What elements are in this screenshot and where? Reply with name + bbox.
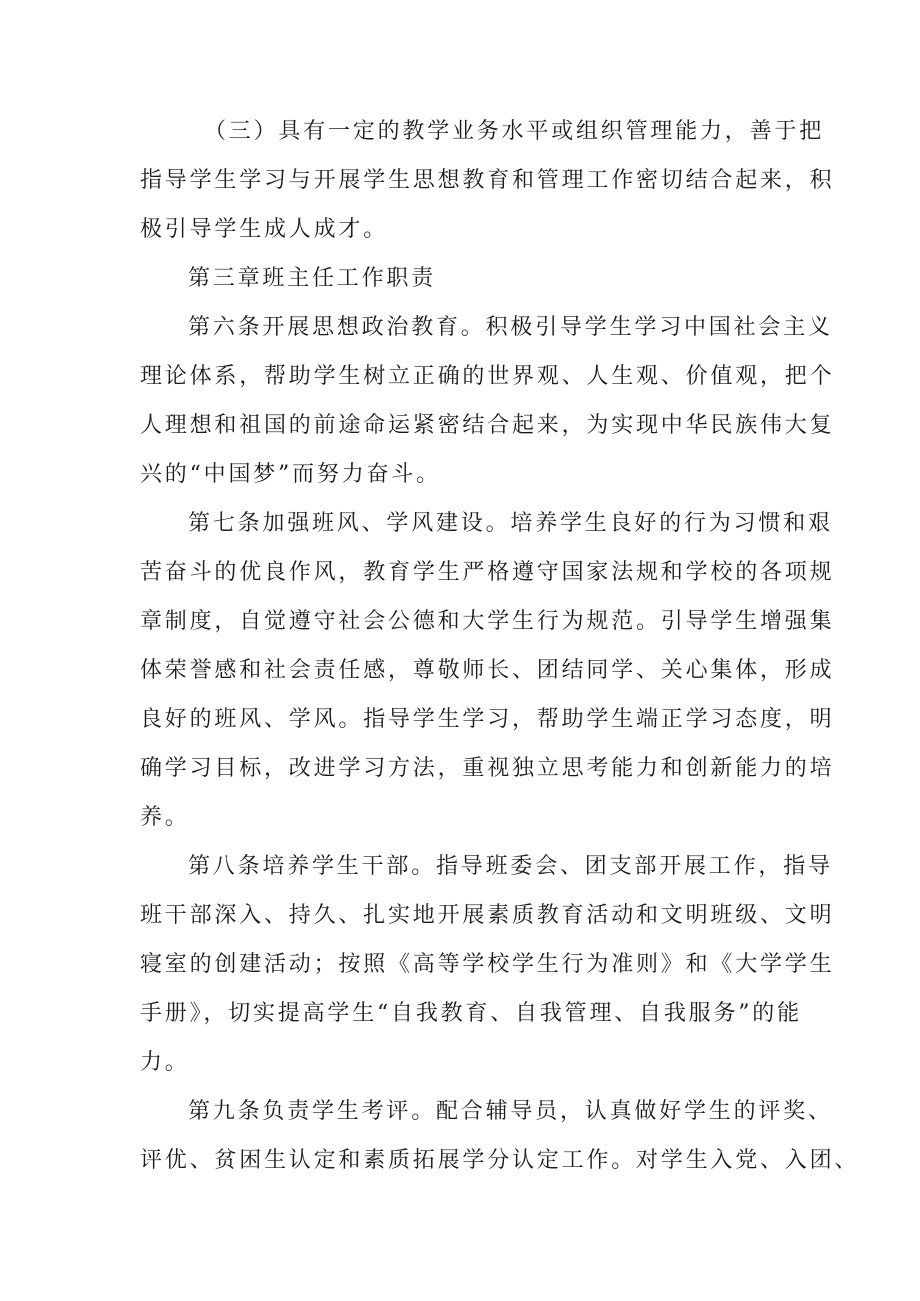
article-6-line-1: 第六条开展思想政治教育。积极引导学生学习中国社会主义 [188,315,833,340]
article-7-line-1: 第七条加强班风、学风建设。培养学生良好的行为习惯和艰 [188,511,833,536]
article-6-line-2: 理论体系，帮助学生树立正确的世界观、人生观、价值观，把个 [140,364,835,389]
paragraph-clause-3-line-3: 极引导学生成人成才。 [140,217,389,242]
article-6-line-3: 人理想和祖国的前途命运紧密结合起来，为实现中华民族伟大复 [140,413,835,438]
article-7-line-7: 养。 [140,805,190,830]
article-7-line-2: 苦奋斗的优良作风，教育学生严格遵守国家法规和学校的各项规 [140,560,835,585]
article-8-line-5: 力。 [140,1050,190,1075]
article-8-line-1: 第八条培养学生干部。指导班委会、团支部开展工作，指导 [188,854,833,879]
article-7-line-5: 良好的班风、学风。指导学生学习，帮助学生端正学习态度，明 [140,707,835,732]
paragraph-clause-3-line-2: 指导学生学习与开展学生思想教育和管理工作密切结合起来，积 [140,168,835,193]
article-9-line-1: 第九条负责学生考评。配合辅导员，认真做好学生的评奖、 [188,1099,833,1124]
article-8-line-3: 寝室的创建活动；按照《高等学校学生行为准则》和《大学学生 [140,952,835,977]
article-6-line-4: 兴的“中国梦”而努力奋斗。 [140,462,441,487]
article-9-line-2: 评优、贫困生认定和素质拓展学分认定工作。对学生入党、入团、 [140,1148,860,1173]
article-7-line-3: 章制度，自觉遵守社会公德和大学生行为规范。引导学生增强集 [140,609,835,634]
paragraph-clause-3-line-1: （三）具有一定的教学业务水平或组织管理能力，善于把 [204,119,825,144]
article-8-line-2: 班干部深入、持久、扎实地开展素质教育活动和文明班级、文明 [140,903,835,928]
chapter-3-heading: 第三章班主任工作职责 [188,266,437,291]
article-8-line-4: 手册》，切实提高学生“自我教育、自我管理、自我服务”的能 [140,1001,802,1026]
article-7-line-6: 确学习目标，改进学习方法，重视独立思考能力和创新能力的培 [140,756,835,781]
article-7-line-4: 体荣誉感和社会责任感，尊敬师长、团结同学、关心集体，形成 [140,658,835,683]
